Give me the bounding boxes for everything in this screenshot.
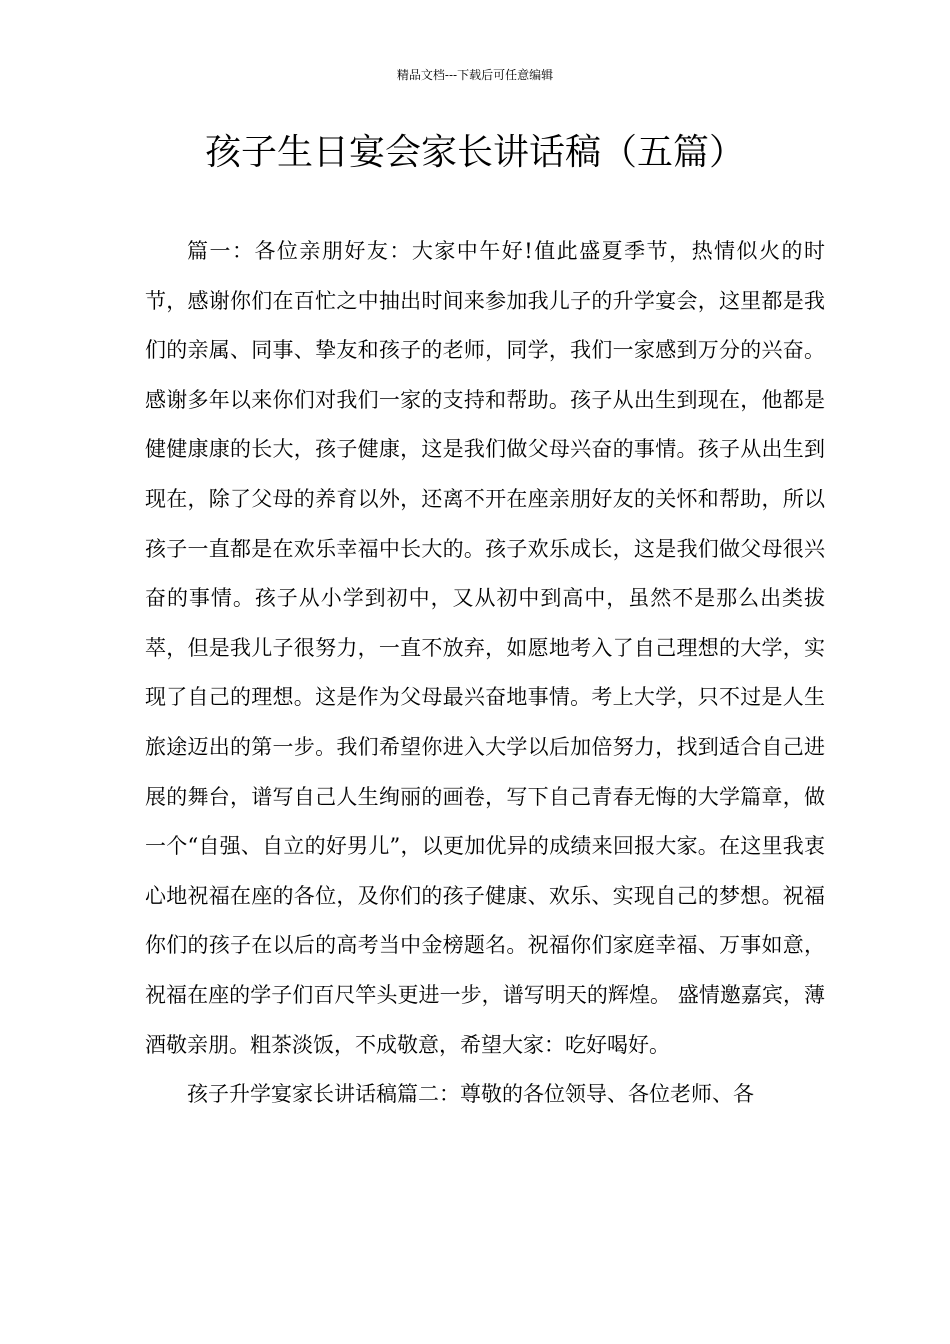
document-title: 孩子生日宴会家长讲话稿（五篇） [204, 132, 745, 173]
header-note: 精品文档---下载后可任意编辑 [396, 68, 554, 82]
paragraph-2: 孩子升学宴家长讲话稿篇二：尊敬的各位领导、各位老师、各 [187, 1082, 754, 1107]
paragraph-1: 篇一：各位亲朋好友：大家中午好!值此盛夏季节，热情似火的时节，感谢你们在百忙之中抽出时间来参加我儿子的升学宴会，这里都是我们的亲属、同事、挚友和孩子的老师，同学，我们一家感到万分的兴奋。感谢多年以来你们对我们一家的支持和帮助。孩子从出生到现在，他都是健健康康的长大，孩子健康，这是我们做父母兴奋的事情。孩子从出生到现在，除了父母的养育以外，还离不开在座亲朋好友的关怀和帮助，所以孩子一直都是在欢乐幸福中长大的。孩子欢乐成长，这是我们做父母很兴奋的事情。孩子从小学到初中，又从初中到高中，虽然不是那么出类拔萃，但是我儿子很努力，一直不放弃，如愿地考入了自己理想的大学，实现了自己的理想。这是作为父母最兴奋地事情。考上大学，只不过是人生旅途迈出的第一步。我们希望你进入大学以后加倍努力，找到适合自己进展的舞台，谱写自己人生绚丽的画卷，写下自己青春无悔的大学篇章，做一个“自强、自立的好男儿”，以更加优异的成绩来回报大家。在这里我衷心地祝福在座的各位，及你们的孩子健康、欢乐、实现自己的梦想。祝福你们的孩子在以后的高考当中金榜题名。祝福你们家庭幸福、万事如意，祝福在座的学子们百尺竿头更进一步，谱写明天的辉煌。 盛情邀嘉宾，薄酒敬亲朋。粗茶淡饭，不成敬意，希望大家：吃好喝好。 [145, 239, 825, 1057]
document-body [145, 227, 825, 1120]
